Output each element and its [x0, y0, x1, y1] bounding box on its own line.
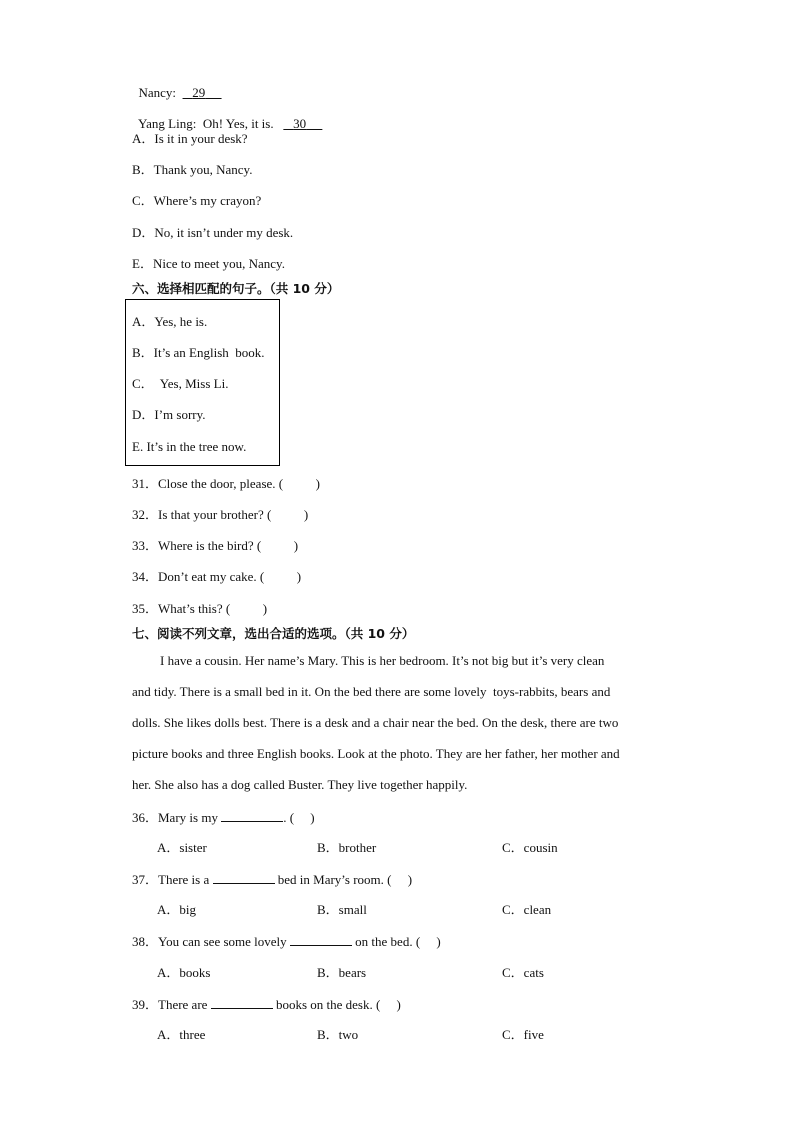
dialogue-line-nancy: [132, 69, 222, 101]
question-34: 34．Don’t eat my cake. ( ): [132, 569, 302, 584]
option-item: A．Is it in your desk?: [132, 131, 248, 146]
option-item: D．No, it isn’t under my desk.: [132, 225, 294, 240]
choice-b: B．small: [317, 902, 367, 917]
question-38: 38．You can see some lovely on the bed. ( ): [132, 934, 441, 949]
section-6-title: 六、选择相匹配的句子。（共 10 分）: [132, 281, 340, 296]
choice-c: C．cats: [502, 965, 544, 980]
question-35: 35．What’s this? ( ): [132, 601, 268, 616]
choice-c: C．clean: [502, 902, 552, 917]
passage-line: her. She also has a dog called Buster. They live together happily.: [132, 777, 468, 792]
option-item: B．Thank you, Nancy.: [132, 162, 253, 177]
passage-line: picture books and three English books. Look at the photo. They are her father, her mother and: [132, 746, 620, 761]
answer-blank-29: 29: [192, 85, 206, 100]
question-36: 36．Mary is my . ( ): [132, 810, 315, 825]
box-option-item: E. It’s in the tree now.: [132, 439, 247, 454]
choice-a: A．books: [157, 965, 211, 980]
passage-line: and tidy. There is a small bed in it. On the bed there are some lovely toys-rabbits, bears and: [132, 684, 611, 699]
choice-b: B．two: [317, 1027, 359, 1042]
speaker-yangling: Yang Ling:: [138, 116, 197, 131]
question-37: 37．There is a bed in Mary’s room. ( ): [132, 872, 413, 887]
choice-c: C．five: [502, 1027, 544, 1042]
choice-a: A．three: [157, 1027, 206, 1042]
box-option-item: A．Yes, he is.: [132, 314, 208, 329]
dialogue-line-yangling: [132, 100, 322, 132]
question-32: 32．Is that your brother? ( ): [132, 507, 309, 522]
fill-blank: [211, 996, 273, 1009]
passage-line: dolls. She likes dolls best. There is a desk and a chair near the bed. On the desk, there are two: [132, 715, 619, 730]
question-33: 33．Where is the bird? ( ): [132, 538, 299, 553]
choice-b: B．bears: [317, 965, 367, 980]
fill-blank: [221, 809, 283, 822]
box-option-item: B．It’s an English book.: [132, 345, 265, 360]
choice-c: C．cousin: [502, 840, 558, 855]
choice-b: B．brother: [317, 840, 377, 855]
speaker-nancy: Nancy:: [138, 85, 177, 100]
box-option-item: D．I’m sorry.: [132, 407, 206, 422]
answer-blank-30: 30: [293, 116, 307, 131]
option-item: C．Where’s my crayon?: [132, 193, 262, 208]
yangling-text: Oh! Yes, it is.: [202, 116, 274, 131]
fill-blank: [213, 871, 275, 884]
choice-a: A．big: [157, 902, 197, 917]
question-31: 31．Close the door, please. ( ): [132, 476, 320, 491]
box-option-item: C． Yes, Miss Li.: [132, 376, 229, 391]
fill-blank: [290, 933, 352, 946]
passage-line: I have a cousin. Her name’s Mary. This is her bedroom. It’s not big but it’s very clean: [160, 653, 605, 668]
section-7-title: 七、阅读不列文章，选出合适的选项。（共 10 分）: [132, 626, 415, 641]
option-item: E．Nice to meet you, Nancy.: [132, 256, 285, 271]
choice-a: A．sister: [157, 840, 207, 855]
question-39: 39．There are books on the desk. ( ): [132, 997, 401, 1012]
